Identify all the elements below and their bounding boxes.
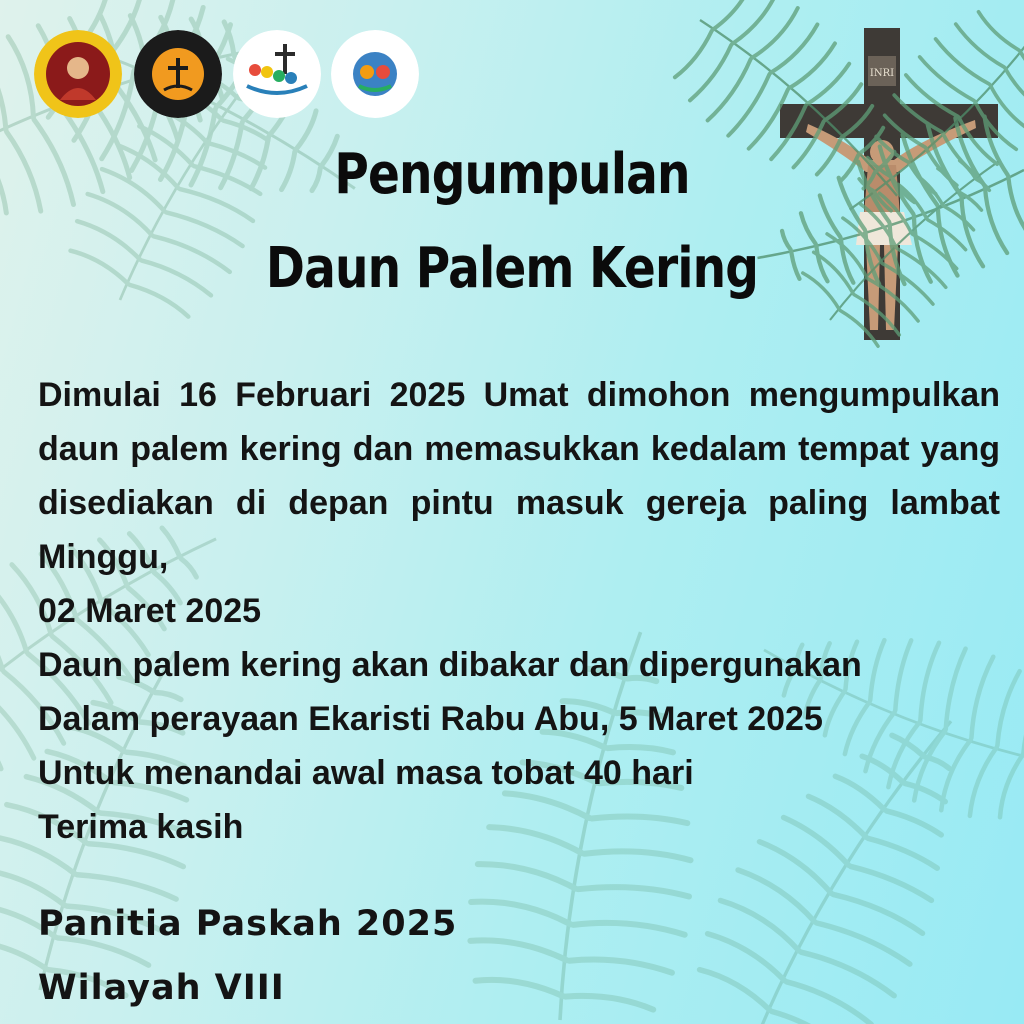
body-paragraph-1-text: Dimulai 16 Februari 2025 Umat dimohon mengumpulkan daun palem kering dan memasukkan kedalam tempat yang disediakan di depan pintu masuk gereja paling lambat Minggu,	[38, 376, 1000, 576]
title-line-2: Daun Palem Kering	[265, 236, 759, 301]
body-line-4: Untuk menandai awal masa tobat 40 hari	[38, 754, 694, 792]
parish-logo	[34, 30, 122, 118]
signature-line-2: Wilayah VIII	[38, 968, 285, 1008]
jubilee-logo	[233, 30, 321, 118]
body-paragraph-1	[38, 368, 1000, 584]
signature-line-1: Panitia Paskah 2025	[38, 904, 458, 944]
body-line-2: Daun palem kering akan dibakar dan dipergunakan	[38, 646, 862, 684]
body-line-5: Terima kasih	[38, 808, 244, 846]
title-line-1: Pengumpulan	[334, 142, 690, 207]
committee-logo	[134, 30, 222, 118]
body-line-3: Dalam perayaan Ekaristi Rabu Abu, 5 Maret 2025	[38, 700, 823, 738]
body-paragraph-1-end: 02 Maret 2025	[38, 592, 262, 630]
svg-text:INRI: INRI	[869, 68, 895, 79]
app-logo	[331, 30, 419, 118]
